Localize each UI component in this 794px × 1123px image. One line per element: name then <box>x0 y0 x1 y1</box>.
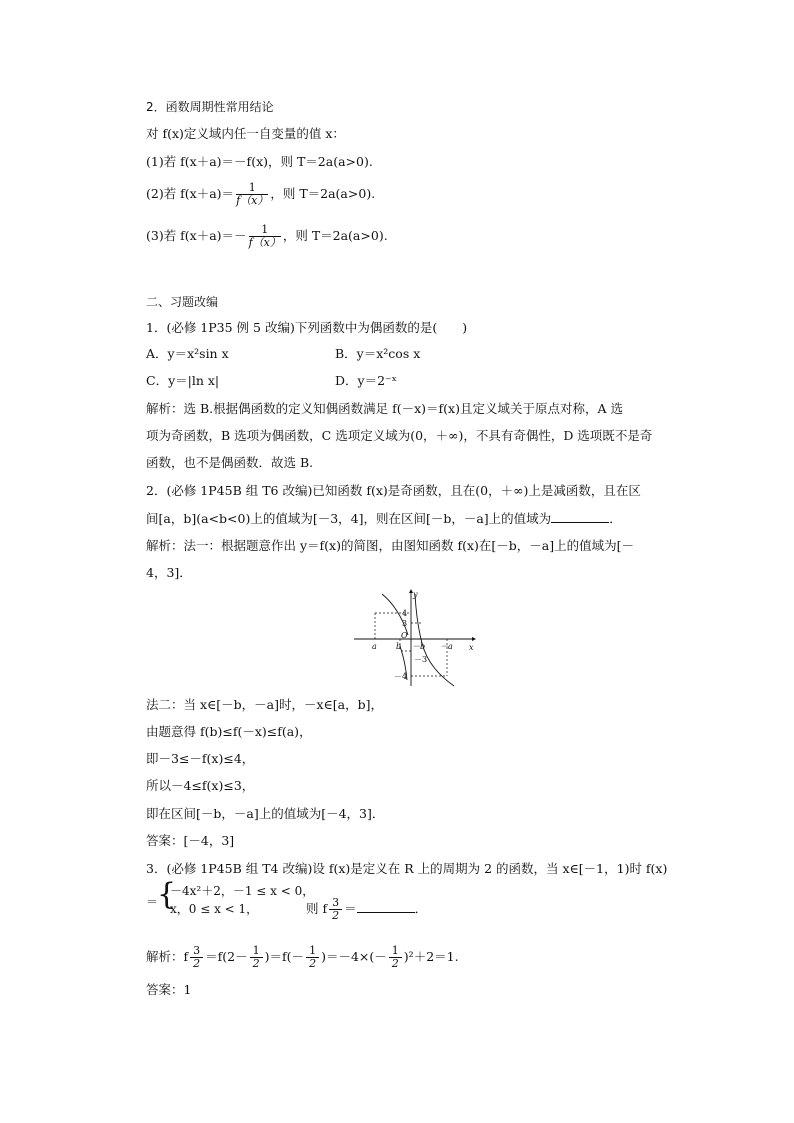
piecewise-case-2: x，0 ≤ x < 1， <box>170 902 259 916</box>
q2-method2-line: 所以－4≤f(x)≤3， <box>146 778 255 793</box>
intro-text: 对 f(x)定义域内任一自变量的值 x： <box>146 126 345 141</box>
q2-method2-line: 法二：当 x∈[－b，－a]时，－x∈[a，b]， <box>146 697 383 712</box>
section-heading: 2．函数周期性常用结论 <box>146 100 274 114</box>
q2-method2-line: 即在区间[－b，－a]上的值域为[－4，3]． <box>146 806 385 821</box>
x-axis-arrow <box>472 637 476 641</box>
fraction: $\frac{3}{2}$ <box>329 897 342 922</box>
q3-equals: ＝ <box>146 895 159 909</box>
q2-method2-line: 即－3≤－f(x)≤4， <box>146 751 255 766</box>
label-origin: O <box>401 631 408 640</box>
q1-option-b: B．y＝x²cos x <box>335 346 421 361</box>
label-x: x <box>469 643 474 652</box>
q2-solution-line: 解析：法一：根据题意作出 y＝f(x)的简图，由图知函数 f(x)在[－b，－a]上的值域为[－ <box>146 538 634 553</box>
q3-stem-tail: 则 f $\frac{3}{2}$ ＝ ． <box>306 896 428 922</box>
label-y: y <box>413 590 418 599</box>
piecewise-case-1: －4x²＋2，－1 ≤ x < 0， <box>170 884 315 898</box>
fraction: $\frac{1}{f(x)}$ <box>248 223 281 249</box>
function-sketch <box>352 588 477 688</box>
q1-solution-line: 项为奇函数，B 选项为偶函数，C 选项定义域为(0，＋∞)，不具有奇偶性，D 选项既不是奇 <box>146 428 653 443</box>
fraction: $\frac{1}{2}$ <box>250 945 263 970</box>
fraction: $\frac{1}{f(x)}$ <box>236 181 269 207</box>
piecewise-brace: { <box>157 877 177 912</box>
q2-answer: 答案：[－4，3] <box>146 833 235 848</box>
label-a: a <box>372 642 377 651</box>
q2-stem-line: 间[a，b](a<b<0)上的值域为[－3，4]，则在区间[－b，－a]上的值域为 ． <box>146 511 622 526</box>
answer-blank <box>551 510 609 523</box>
q2-method2-line: 由题意得 f(b)≤f(－x)≤f(a)， <box>146 724 312 739</box>
q1-solution-line: 函数，也不是偶函数．故选 B. <box>146 455 314 470</box>
label-4: 4 <box>402 609 408 618</box>
curve-right <box>415 594 454 686</box>
q2-stem-line: 2．(必修 1P45B 组 T6 改编)已知函数 f(x)是奇函数，且在(0，＋∞)上是减函数，且在区 <box>146 483 641 498</box>
q1-option-c: C．y＝|ln x| <box>146 373 220 388</box>
q1-solution-line: 解析：选 B.根据偶函数的定义知偶函数满足 f(－x)＝f(x)且定义域关于原点对称，A 选 <box>146 401 623 416</box>
fraction: $\frac{1}{2}$ <box>389 945 402 970</box>
q3-solution: 解析：f $\frac{3}{2}$ ＝f(2－ $\frac{1}{2}$ )＝f(－ $\frac{1}{2}$ )＝－4×(－ $\frac{1}{2}$ )²＋2＝1. <box>146 944 459 970</box>
fraction: $\frac{1}{2}$ <box>306 945 319 970</box>
q2-solution-line: 4，3]． <box>146 565 192 580</box>
exercises-heading: 二、习题改编 <box>146 295 219 309</box>
label-3: 3 <box>402 619 408 628</box>
label-neg-4: －4 <box>394 672 408 681</box>
conclusion-1: (1)若 f(x＋a)＝－f(x)，则 T＝2a(a>0). <box>146 154 373 169</box>
label-neg-3: －3 <box>414 655 428 664</box>
q3-answer: 答案：1 <box>146 982 192 997</box>
q3-stem-line: 3．(必修 1P45B 组 T4 改编)设 f(x)是定义在 R 上的周期为 2 的函数，当 x∈[－1，1)时 f(x) <box>146 861 668 876</box>
label-neg-a: －a <box>440 642 453 651</box>
answer-blank <box>357 900 415 913</box>
conclusion-2: (2)若 f(x＋a)＝ $\frac{1}{f(x)}$ ，则 T＝2a(a>0). <box>146 181 376 207</box>
conclusion-3: (3)若 f(x＋a)＝－ $\frac{1}{f(x)}$ ，则 T＝2a(a>0). <box>146 223 388 249</box>
q1-option-a: A．y＝x²sin x <box>146 346 229 361</box>
fraction: $\frac{3}{2}$ <box>190 945 203 970</box>
q1-option-d: D．y＝2⁻ˣ <box>335 373 397 388</box>
label-b: b <box>396 642 402 651</box>
label-neg-b: －b <box>412 642 426 651</box>
q1-stem: 1．(必修 1P35 例 5 改编)下列函数中为偶函数的是( ) <box>146 320 468 335</box>
